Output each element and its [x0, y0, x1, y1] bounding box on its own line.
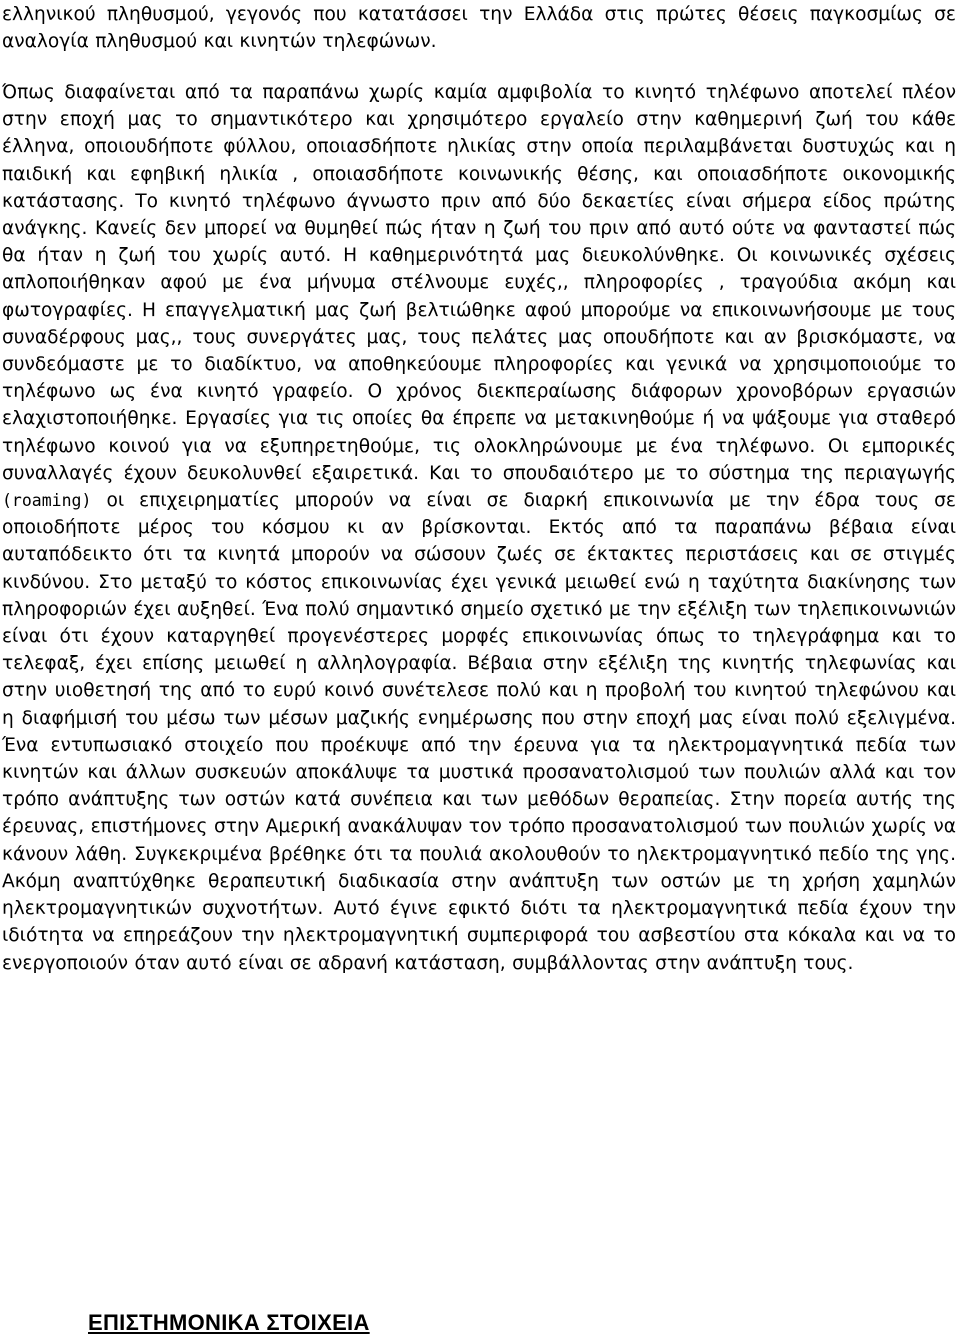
section-heading: ΕΠΙΣΤΗΜΟΝΙΚΑ ΣΤΟΙΧΕΙΑ — [88, 1310, 370, 1335]
paragraph-text-after-term: οι επιχειρηματίες μπορούν να είναι σε διαρκή επικοινωνία με την έδρα τους σε οποιοδήποτε μέρος του κόσμου κι αν βρίσκονται. Εκτός από τα παραπάνω βέβαια είναι αυταπόδεικτο ότι τα κινητά μπορούν να σώσουν ζωές σε έκτακτες περιστάσεις και σε στιγμές κινδύνου. Στο μεταξύ το κόστος επικοινωνίας έχει γενικά μειωθεί ενώ η ταχύτητα διακίνησης των πληροφοριών έχει αυξηθεί. Ένα πολύ σημαντικό σημείο σχετικό με την εξέλιξη των τηλεπικοινωνιών είναι ότι έχουν καταργηθεί προγενέστερες μορφές επικοινωνίας όπως το τηλεγράφημα και το τελεφαξ, έχει επίσης μειωθεί η αλληλογραφία. Βέβαια στην εξέλιξη της κινητής τηλεφωνίας και στην υιοθετησή της από το ευρύ κοινό συνέτελεσε πολύ και η προβολή του κινητού τηλεφώνου και η διαφήμισή του μέσω των μέσων μαζικής ενημέρωσης που στην εποχή μας είναι πολύ εξελιγμένα. Ένα εντυπωσιακό στοιχείο που προέκυψε από την έρευνα για τα ηλεκτρομαγνητικά πεδία των κινητών και άλλων συσκευών αποκάλυψε τα μυστικά προσανατολισμού των πουλιών αλλά και τον τρόπο ανάπτυξης των οστών κατά συνέπεια και των μεθόδων θεραπείας. Στην πορεία αυτής της έρευνας, επιστήμονες στην Αμερική ανακάλυψαν τον τρόπο προσανατολισμού των πουλιών χωρίς να κάνουν λάθη. Συγκεκριμένα βρέθηκε ότι τα πουλιά ακολουθούν το ηλεκτρομαγνητικό πεδίο της γης. Ακόμη αναπτύχθηκε θεραπευτική διαδικασία στην ανάπτυξη των οστών με τη χρήση χαμηλών ηλεκτρομαγνητικών συχνοτήτων. Αυτό έγινε εφικτό διότι τα ηλεκτρομαγνητικά πεδία έχουν την ιδιότητα να επηρεάζουν την ηλεκτρομαγνητική συμπεριφορά του ασβεστίου στα κόκαλα και να το ενεργοποιούν όταν αυτό είναι σε αδρανή κατάσταση, συμβάλλοντας στην ανάπτυξη τους. — [2, 490, 956, 974]
paragraph-mobile-phone-impact — [2, 79, 956, 977]
roaming-term: (roaming) — [2, 491, 92, 511]
paragraph-continuation: ελληνικού πληθυσμού, γεγονός που κατατάσσει την Ελλάδα στις πρώτες θέσεις παγκοσμίως σε αναλογία πληθυσμού και κινητών τηλεφώνων. — [2, 4, 956, 53]
paragraph-text-before-term: Όπως διαφαίνεται από τα παραπάνω χωρίς καμία αμφιβολία το κινητό τηλέφωνο αποτελεί πλέον στην εποχή μας το σημαντικότερο και χρησιμότερο εργαλείο στην καθημερινή ζωή του κάθε έλληνα, οποιουδήποτε φύλλου, οποιασδήποτε ηλικίας στην οποία περιλαμβάνεται δυστυχώς και η παιδική και εφηβική ηλικία , οποιασδήποτε κοινωνικής θέσης, και οποιασδήποτε οικονομικής κατάστασης. Το κινητό τηλέφωνο άγνωστο πριν από δύο δεκαετίες είναι σήμερα είδος πρώτης ανάγκης. Κανείς δεν μπορεί να θυμηθεί πώς ήταν η ζωή του πριν από αυτό ούτε να φανταστεί πώς θα ήταν η ζωή του χωρίς αυτό. Η καθημερινότητά μας διευκολύνθηκε. Οι κοινωνικές σχέσεις απλοποιήθηκαν αφού με ένα μήνυμα στέλνουμε ευχές,, πληροφορίες , τραγούδια ακόμη και φωτογραφίες. Η επαγγελματική μας ζωή βελτιώθηκε αφού μπορούμε να επικοινωνήσουμε με τους συναδέρφους μας,, τους συνεργάτες μας, τους πελάτες μας οπουδήποτε και αν βρισκόμαστε, να συνδεόμαστε με το διαδίκτυο, να αποθηκεύουμε πληροφορίες και γενικά να χρησιμοποιούμε το τηλέφωνο ως ένα κινητό γραφείο. Ο χρόνος διεκπεραίωσης διάφορων χρονοβόρων εργασιών ελαχιστοποιήθηκε. Εργασίες για τις οποίες θα έπρεπε να μετακινηθούμε ή να ψάξουμε για σταθερό τηλέφωνο κοινού για να εξυπηρετηθούμε, τις ολοκληρώνουμε με ένα τηλέφωνο. Οι εμπορικές συναλλαγές έχουν δευκολυνθεί εξαιρετικά. Και το σπουδαιότερο με το σύστημα της περιαγωγής — [2, 82, 956, 484]
